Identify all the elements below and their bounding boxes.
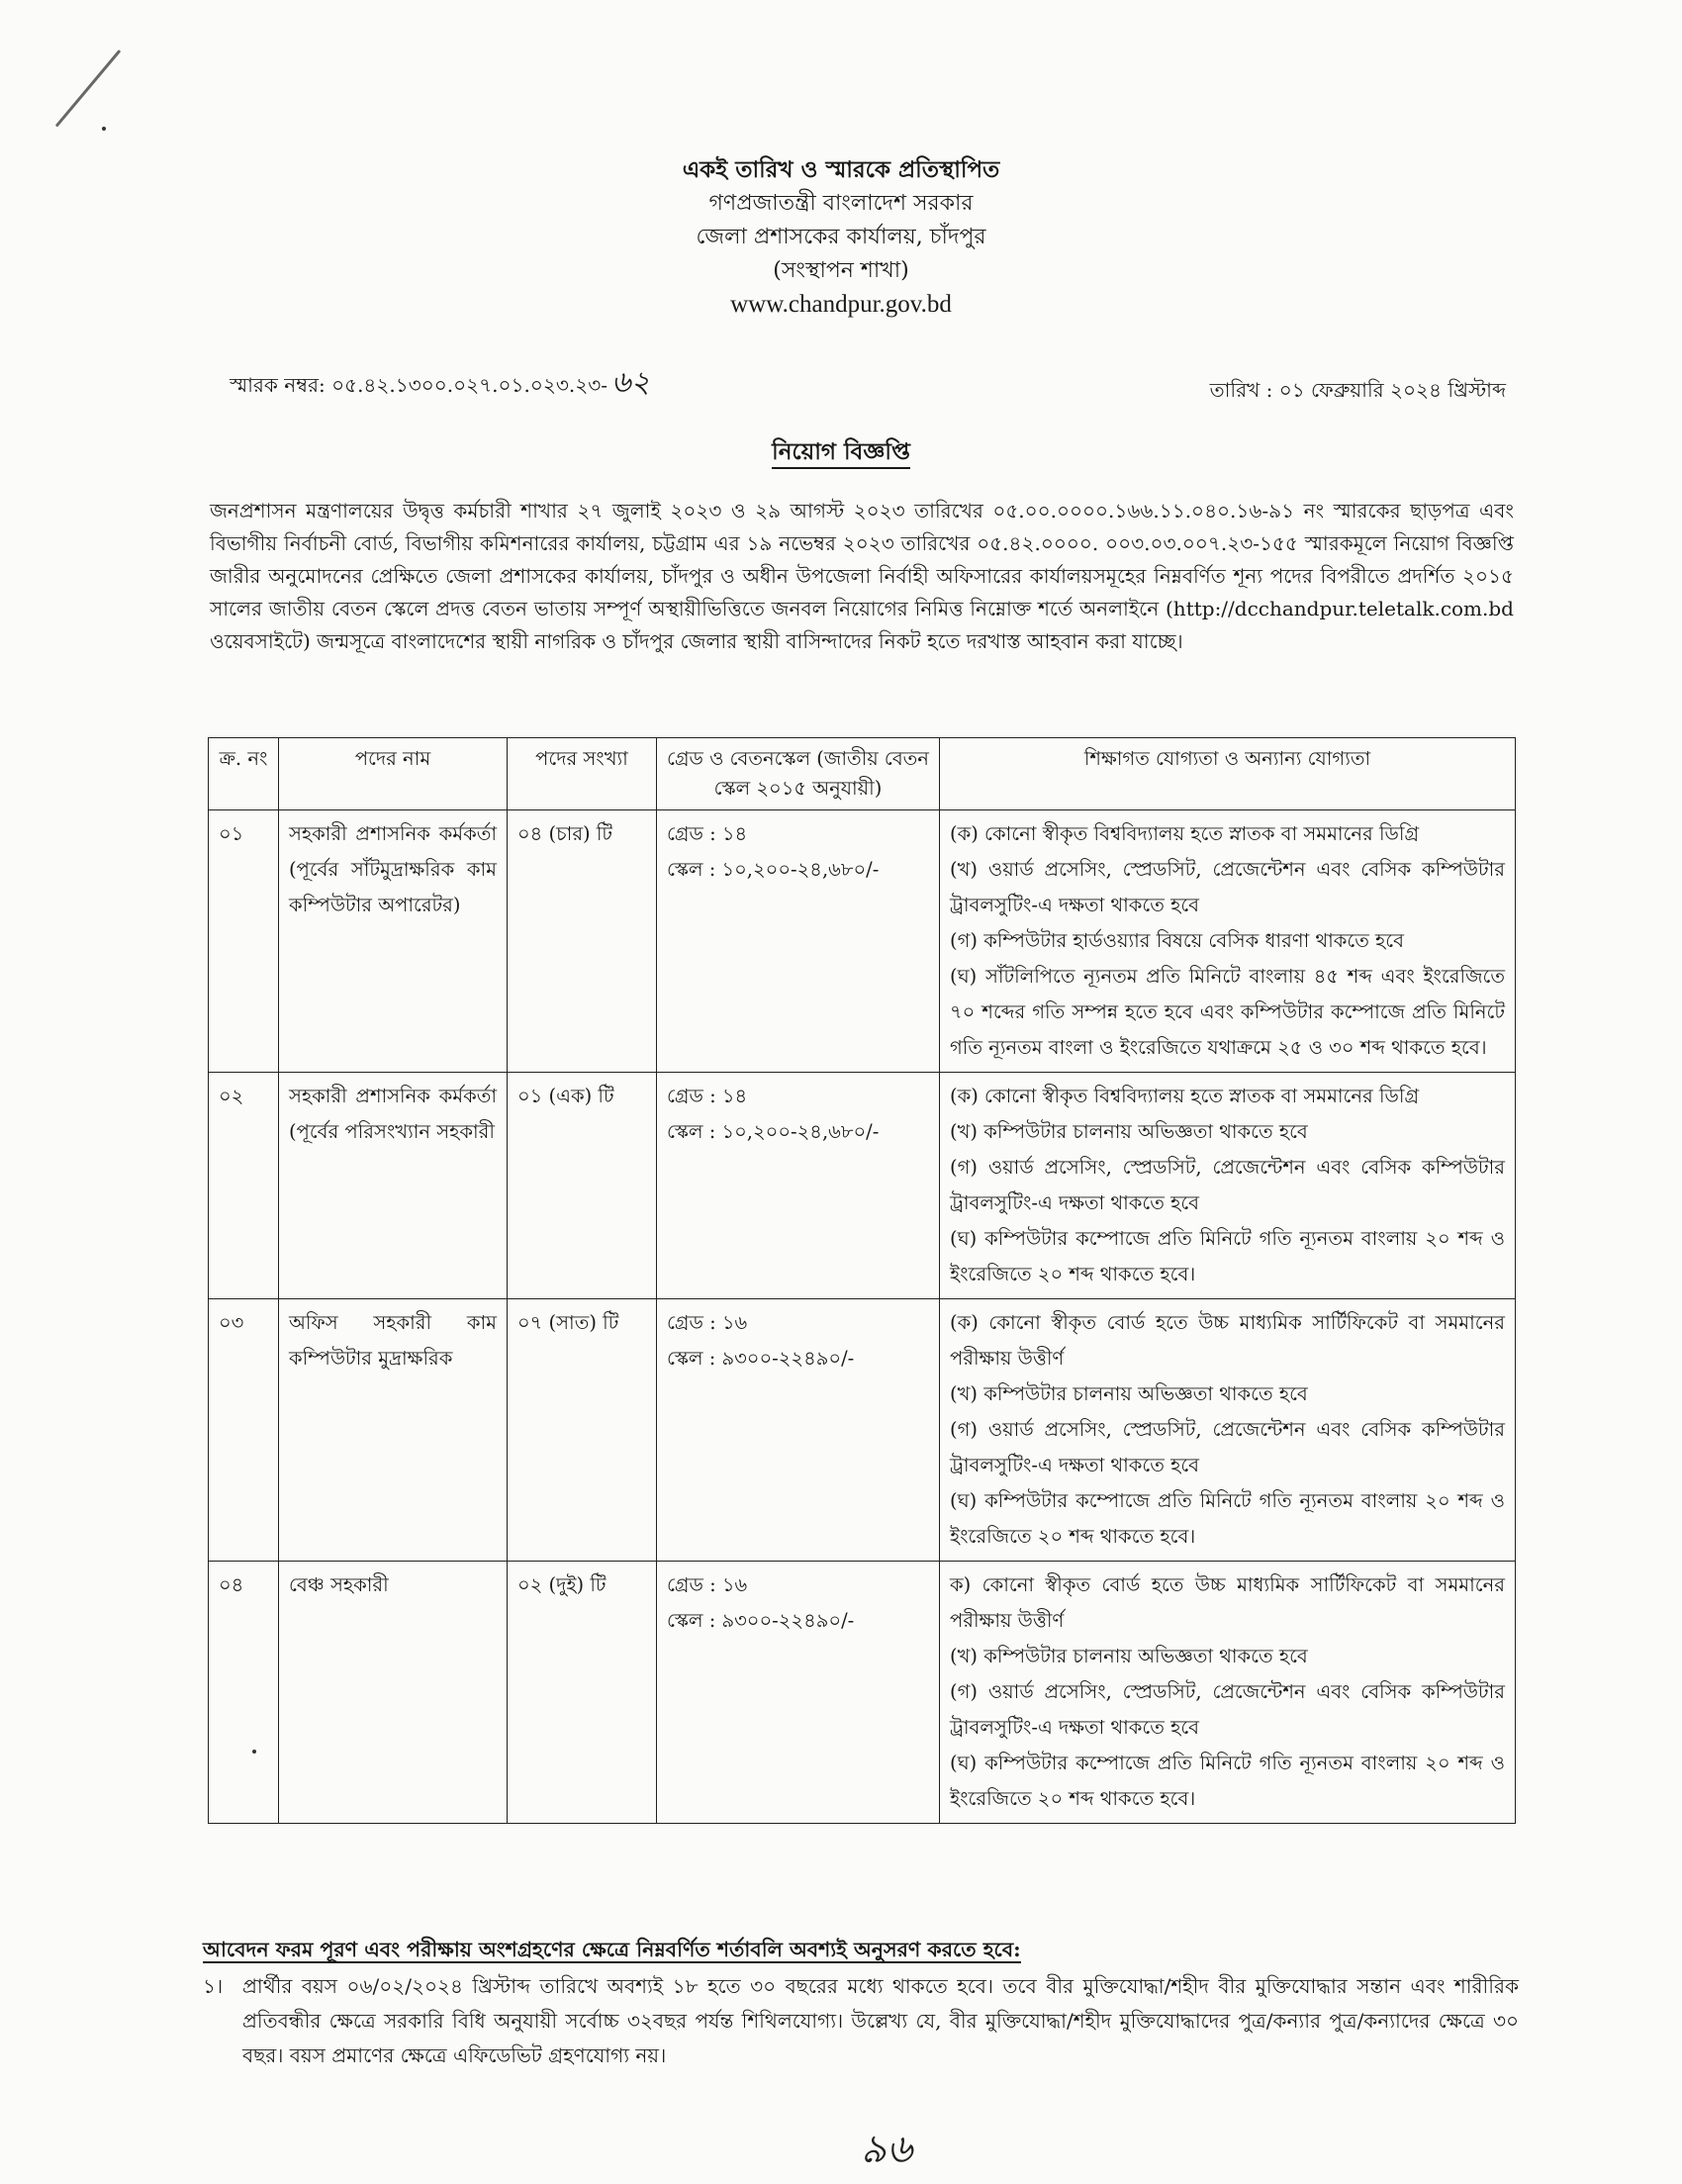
memo-number — [230, 358, 650, 409]
cell-serial: ০২ — [209, 1073, 279, 1299]
condition-item — [203, 1969, 1519, 2073]
table-row — [209, 1299, 1516, 1562]
pen-stroke-mark — [55, 49, 122, 128]
grade-text: গ্রেড : ১৪ — [667, 822, 748, 845]
qualification-item: (খ) ওয়ার্ড প্রসেসিং, স্প্রেডসিট, প্রেজেন্টেশন এবং বেসিক কম্পিউটার ট্রাবলসুটিং-এ দক্ষতা থাকতে হবে — [950, 858, 1505, 916]
replacement-note: একই তারিখ ও স্মারকে প্রতিস্থাপিত — [682, 156, 1000, 183]
memo-row — [230, 358, 1506, 409]
scan-dot — [102, 127, 106, 131]
table-row — [209, 1562, 1516, 1824]
cell-grade-scale — [657, 1562, 940, 1824]
notice-title-text: নিয়োগ বিজ্ঞপ্তি — [772, 438, 910, 469]
grade-text: গ্রেড : ১৪ — [667, 1085, 748, 1107]
grade-text: গ্রেড : ১৬ — [667, 1311, 748, 1334]
table-body — [209, 810, 1516, 1824]
cell-post-count: ০৪ (চার) টি — [508, 810, 657, 1073]
header-qualification: শিক্ষাগত যোগ্যতা ও অন্যান্য যোগ্যতা — [940, 738, 1516, 810]
qualification-item: (ক) কোনো স্বীকৃত বিশ্ববিদ্যালয় হতে স্নাতক বা সমমানের ডিগ্রি — [950, 822, 1420, 845]
header-serial: ক্র. নং — [209, 738, 279, 810]
office-name: জেলা প্রশাসকের কার্যালয়, চাঁদপুর — [696, 225, 986, 249]
scale-text: স্কেল : ১০,২০০-২৪,৬৮০/- — [667, 1120, 880, 1143]
qualification-item: (ক) কোনো স্বীকৃত বোর্ড হতে উচ্চ মাধ্যমিক সার্টিফিকেট বা সমমানের পরীক্ষায় উত্তীর্ণ — [950, 1311, 1505, 1370]
memo-date: তারিখ : ০১ ফেব্রুয়ারি ২০২৪ খ্রিস্টাব্দ — [1209, 378, 1506, 402]
intro-paragraph: জনপ্রশাসন মন্ত্রণালয়ের উদ্বৃত্ত কর্মচারী শাখার ২৭ জুলাই ২০২৩ ও ২৯ আগস্ট ২০২৩ তারিখের ০৫.০০.০০০০.১৬৬.১১.০৪০.১৬-৯১ নং স্মারকের ছাড়পত্র এবং বিভাগীয় নির্বাচনী বোর্ড, বিভাগীয় কমিশনারের কার্যালয়, চট্টগ্রাম এর ১৯ নভেম্বর ২০২৩ তারিখের ০৫.৪২.০০০০. ০০৩.০৩.০০৭.২৩-১৫৫ স্মারকমূলে নিয়োগ বিজ্ঞপ্তি জারীর অনুমোদনের প্রেক্ষিতে জেলা প্রশাসকের কার্যালয়, চাঁদপুর ও অধীন উপজেলা নির্বাহী অফিসারের কার্যালয়সমূহের নিম্নবর্ণিত শূন্য পদের বিপরীতে প্রদর্শিত ২০১৫ সালের জাতীয় বেতন স্কেলে প্রদত্ত বেতন ভাতায় সম্পূর্ণ অস্থায়ীভিত্তিতে জনবল নিয়োগের নিমিত্ত নিম্নোক্ত শর্তে অনলাইনে (http://dcchandpur.teletalk.com.bd ওয়েবসাইটে) জন্মসূত্রে বাংলাদেশের স্থায়ী নাগরিক ও চাঁদপুর জেলার স্থায়ী বাসিন্দাদের নিকট হতে দরখাস্ত আহবান করা যাচ্ছে। — [210, 499, 1514, 653]
government-name: গণপ্রজাতন্ত্রী বাংলাদেশ সরকার — [708, 191, 974, 216]
qualification-item: (ঘ) কম্পিউটার কম্পোজে প্রতি মিনিটে গতি ন্যূনতম বাংলায় ২০ শব্দ ও ইংরেজিতে ২০ শব্দ থাকতে হবে। — [950, 1489, 1505, 1548]
qualification-item: ক) কোনো স্বীকৃত বোর্ড হতে উচ্চ মাধ্যমিক সার্টিফিকেট বা সমমানের পরীক্ষায় উত্তীর্ণ — [950, 1573, 1505, 1632]
cell-qualifications — [940, 1562, 1516, 1824]
cell-qualifications — [940, 1073, 1516, 1299]
cell-serial: ০১ — [209, 810, 279, 1073]
posts-table — [208, 737, 1516, 1824]
qualification-item: (ঘ) কম্পিউটার কম্পোজে প্রতি মিনিটে গতি ন্যূনতম বাংলায় ২০ শব্দ ও ইংরেজিতে ২০ শব্দ থাকতে হবে। — [950, 1227, 1505, 1285]
qualification-item: (গ) ওয়ার্ড প্রসেসিং, স্প্রেডসিট, প্রেজেন্টেশন এবং বেসিক কম্পিউটার ট্রাবলসুটিং-এ দক্ষতা থাকতে হবে — [950, 1418, 1505, 1476]
qualification-item: (ক) কোনো স্বীকৃত বিশ্ববিদ্যালয় হতে স্নাতক বা সমমানের ডিগ্রি — [950, 1085, 1420, 1107]
page-handwritten-mark: ৯৬ — [861, 2127, 912, 2172]
qualification-item: (গ) ওয়ার্ড প্রসেসিং, স্প্রেডসিট, প্রেজেন্টেশন এবং বেসিক কম্পিউটার ট্রাবলসুটিং-এ দক্ষতা থাকতে হবে — [950, 1156, 1505, 1214]
grade-text: গ্রেড : ১৬ — [667, 1573, 748, 1596]
cell-grade-scale — [657, 810, 940, 1073]
header-post-name: পদের নাম — [279, 738, 508, 810]
table-row — [209, 1073, 1516, 1299]
scale-text: স্কেল : ১০,২০০-২৪,৬৮০/- — [667, 858, 880, 881]
cell-serial: ০৩ — [209, 1299, 279, 1562]
cell-post-count: ০২ (দুই) টি — [508, 1562, 657, 1824]
condition-number: ১। — [203, 1974, 224, 1998]
qualification-item: (খ) কম্পিউটার চালনায় অভিজ্ঞতা থাকতে হবে — [950, 1645, 1308, 1667]
branch-name: (সংস্থাপন শাখা) — [773, 258, 909, 283]
cell-qualifications — [940, 810, 1516, 1073]
header-grade: গ্রেড ও বেতনস্কেল (জাতীয় বেতন স্কেল ২০১৫ অনুযায়ী) — [657, 738, 940, 810]
letterhead — [0, 153, 1682, 322]
cell-post-count: ০১ (এক) টি — [508, 1073, 657, 1299]
condition-text: প্রার্থীর বয়স ০৬/০২/২০২৪ খ্রিস্টাব্দ তারিখে অবশ্যই ১৮ হতে ৩০ বছরের মধ্যে থাকতে হবে। তবে বীর মুক্তিযোদ্ধা/শহীদ বীর মুক্তিযোদ্ধার সন্তান এবং শারীরিক প্রতিবন্ধীর ক্ষেত্রে সরকারি বিধি অনুযায়ী সর্বোচ্চ ৩২বছর পর্যন্ত শিথিলযোগ্য। উল্লেখ্য যে, বীর মুক্তিযোদ্ধা/শহীদ মুক্তিযোদ্ধাদের পুত্র/কন্যার পুত্র/কন্যাদের ক্ষেত্রে ৩০ বছর। বয়স প্রমাণের ক্ষেত্রে এফিডেভিট গ্রহণযোগ্য নয়। — [242, 1974, 1519, 2067]
memo-number-text: স্মারক নম্বর: ০৫.৪২.১৩০০.০২৭.০১.০২৩.২৩- — [230, 373, 607, 397]
notice-title — [0, 433, 1682, 472]
cell-grade-scale — [657, 1299, 940, 1562]
qualification-item: (গ) কম্পিউটার হার্ডওয়্যার বিষয়ে বেসিক ধারণা থাকতে হবে — [950, 929, 1404, 952]
cell-post-count: ০৭ (সাত) টি — [508, 1299, 657, 1562]
cell-post-name: সহকারী প্রশাসনিক কর্মকর্তা (পূর্বের পরিসংখ্যান সহকারী — [279, 1073, 508, 1299]
cell-grade-scale — [657, 1073, 940, 1299]
cell-post-name: সহকারী প্রশাসনিক কর্মকর্তা (পূর্বের সাঁটমুদ্রাক্ষরিক কাম কম্পিউটার অপারেটর) — [279, 810, 508, 1073]
memo-handwritten-number: ৬২ — [610, 365, 650, 400]
cell-serial: ০৪ — [209, 1562, 279, 1824]
qualification-item: (ঘ) সাঁটলিপিতে ন্যূনতম প্রতি মিনিটে বাংলায় ৪৫ শব্দ এবং ইংরেজিতে ৭০ শব্দের গতি সম্পন্ন হতে হবে এবং কম্পিউটার কম্পোজে প্রতি মিনিটে গতি ন্যূনতম বাংলা ও ইংরেজিতে যথাক্রমে ২৫ ও ৩০ শব্দ থাকতে হবে। — [950, 965, 1505, 1059]
scale-text: স্কেল : ৯৩০০-২২৪৯০/- — [667, 1347, 855, 1370]
table-row — [209, 810, 1516, 1073]
cell-qualifications — [940, 1299, 1516, 1562]
scale-text: স্কেল : ৯৩০০-২২৪৯০/- — [667, 1609, 855, 1632]
qualification-item: (খ) কম্পিউটার চালনায় অভিজ্ঞতা থাকতে হবে — [950, 1382, 1308, 1405]
header-post-count: পদের সংখ্যা — [508, 738, 657, 810]
qualification-item: (খ) কম্পিউটার চালনায় অভিজ্ঞতা থাকতে হবে — [950, 1120, 1308, 1143]
cell-post-name: বেঞ্চ সহকারী — [279, 1562, 508, 1824]
qualification-item: (ঘ) কম্পিউটার কম্পোজে প্রতি মিনিটে গতি ন্যূনতম বাংলায় ২০ শব্দ ও ইংরেজিতে ২০ শব্দ থাকতে হবে। — [950, 1752, 1505, 1810]
qualification-item: (গ) ওয়ার্ড প্রসেসিং, স্প্রেডসিট, প্রেজেন্টেশন এবং বেসিক কম্পিউটার ট্রাবলসুটিং-এ দক্ষতা থাকতে হবে — [950, 1680, 1505, 1739]
website-link[interactable]: www.chandpur.gov.bd — [730, 291, 952, 318]
table-header-row — [209, 738, 1516, 810]
cell-post-name: অফিস সহকারী কাম কম্পিউটার মুদ্রাক্ষরিক — [279, 1299, 508, 1562]
conditions-heading-text: আবেদন ফরম পূরণ এবং পরীক্ষায় অংশগ্রহণের ক্ষেত্রে নিম্নবর্ণিত শর্তাবলি অবশ্যই অনুসরণ করতে হবে: — [203, 1938, 1021, 1961]
conditions-heading — [203, 1935, 1519, 1968]
